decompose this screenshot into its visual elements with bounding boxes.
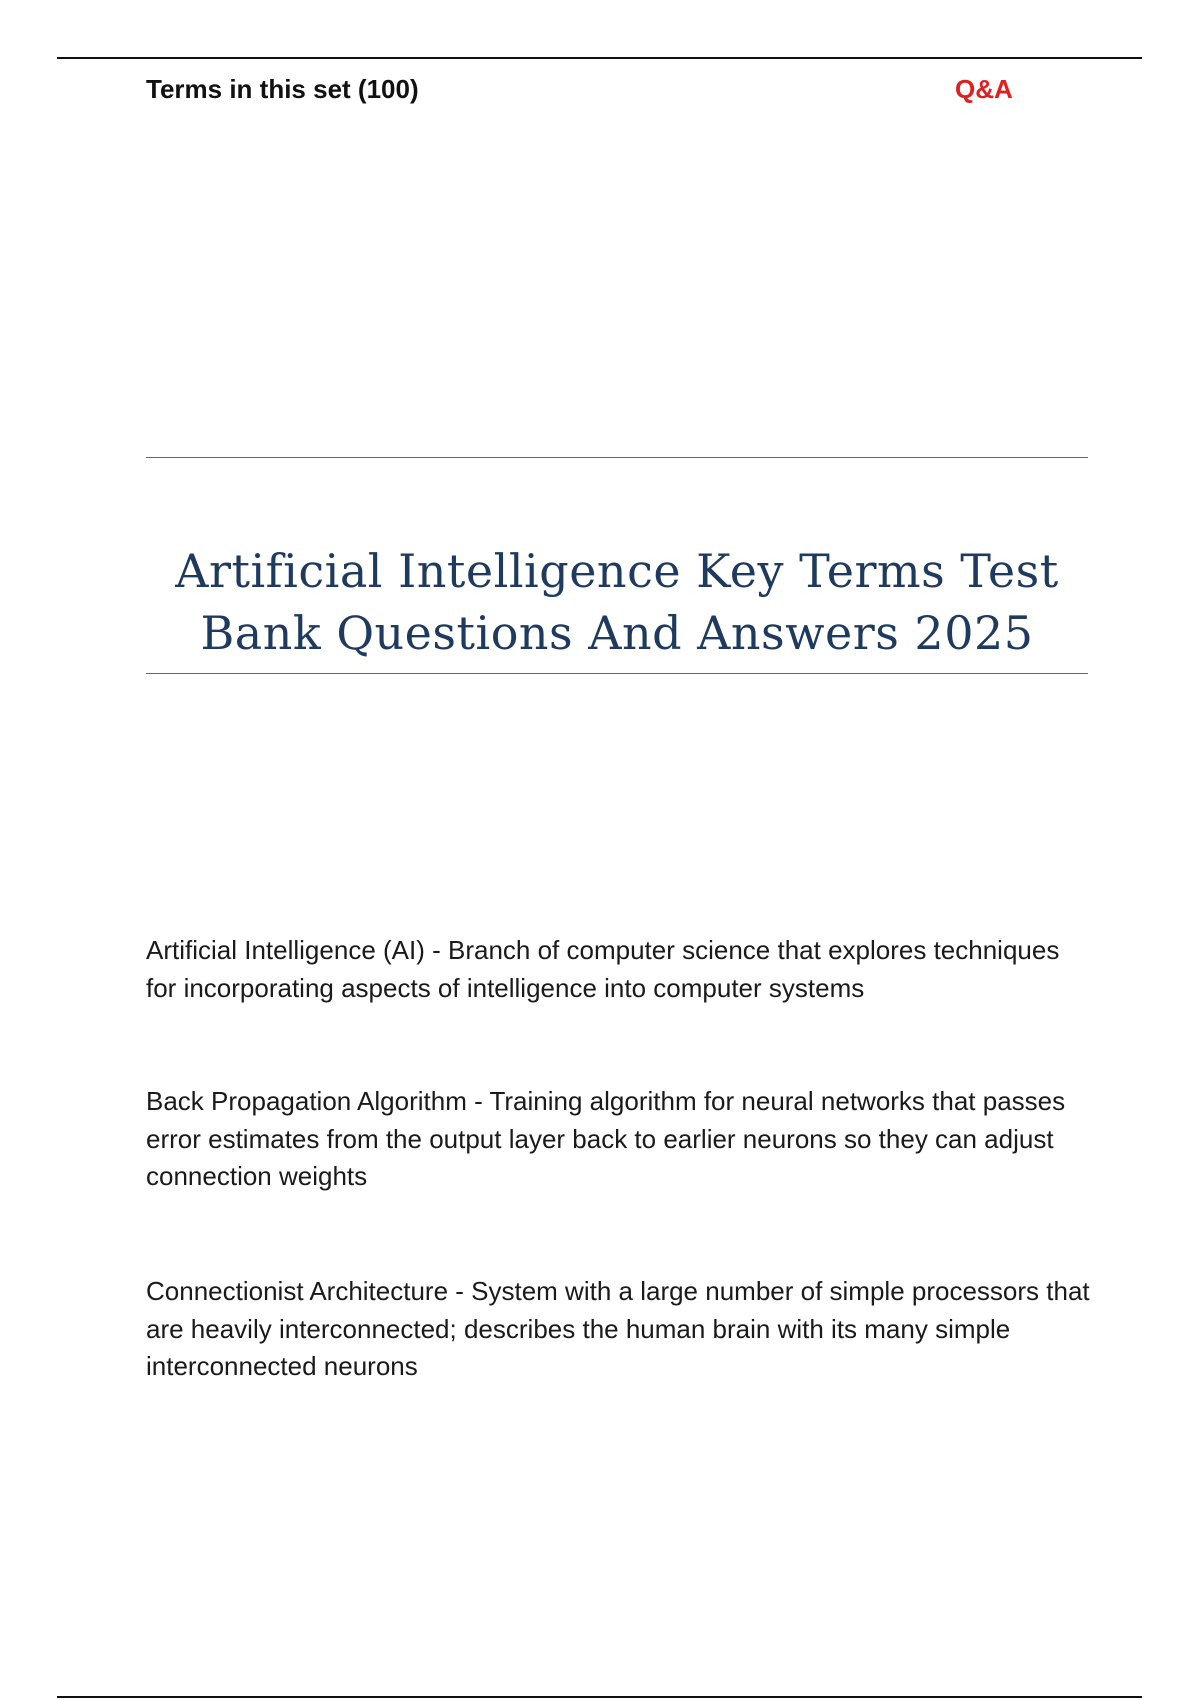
document-title-line-1: Artificial Intelligence Key Terms Test — [175, 544, 1059, 598]
title-bottom-rule — [146, 673, 1088, 674]
document-title — [146, 540, 1088, 664]
page-bottom-rule — [57, 1696, 1142, 1698]
term-entry-back-propagation: Back Propagation Algorithm - Training algorithm for neural networks that passes error estimates from the output layer back to earlier neurons so they can adjust connection weights — [146, 1086, 1066, 1191]
terms-count-label: Terms in this set (100) — [146, 74, 419, 104]
term-entry-artificial-intelligence: Artificial Intelligence (AI) - Branch of computer science that explores techniques for incorporating aspects of intelligence into computer systems — [146, 935, 1060, 1003]
qa-label: Q&A — [955, 74, 1013, 104]
title-top-rule — [146, 457, 1088, 458]
term-entry-connectionist-architecture: Connectionist Architecture - System with a large number of simple processors that are heavily interconnected; describes the human brain with its many simple interconnected neurons — [146, 1276, 1090, 1381]
page-top-rule — [57, 57, 1142, 59]
document-title-line-2: Bank Questions And Answers 2025 — [200, 606, 1034, 660]
